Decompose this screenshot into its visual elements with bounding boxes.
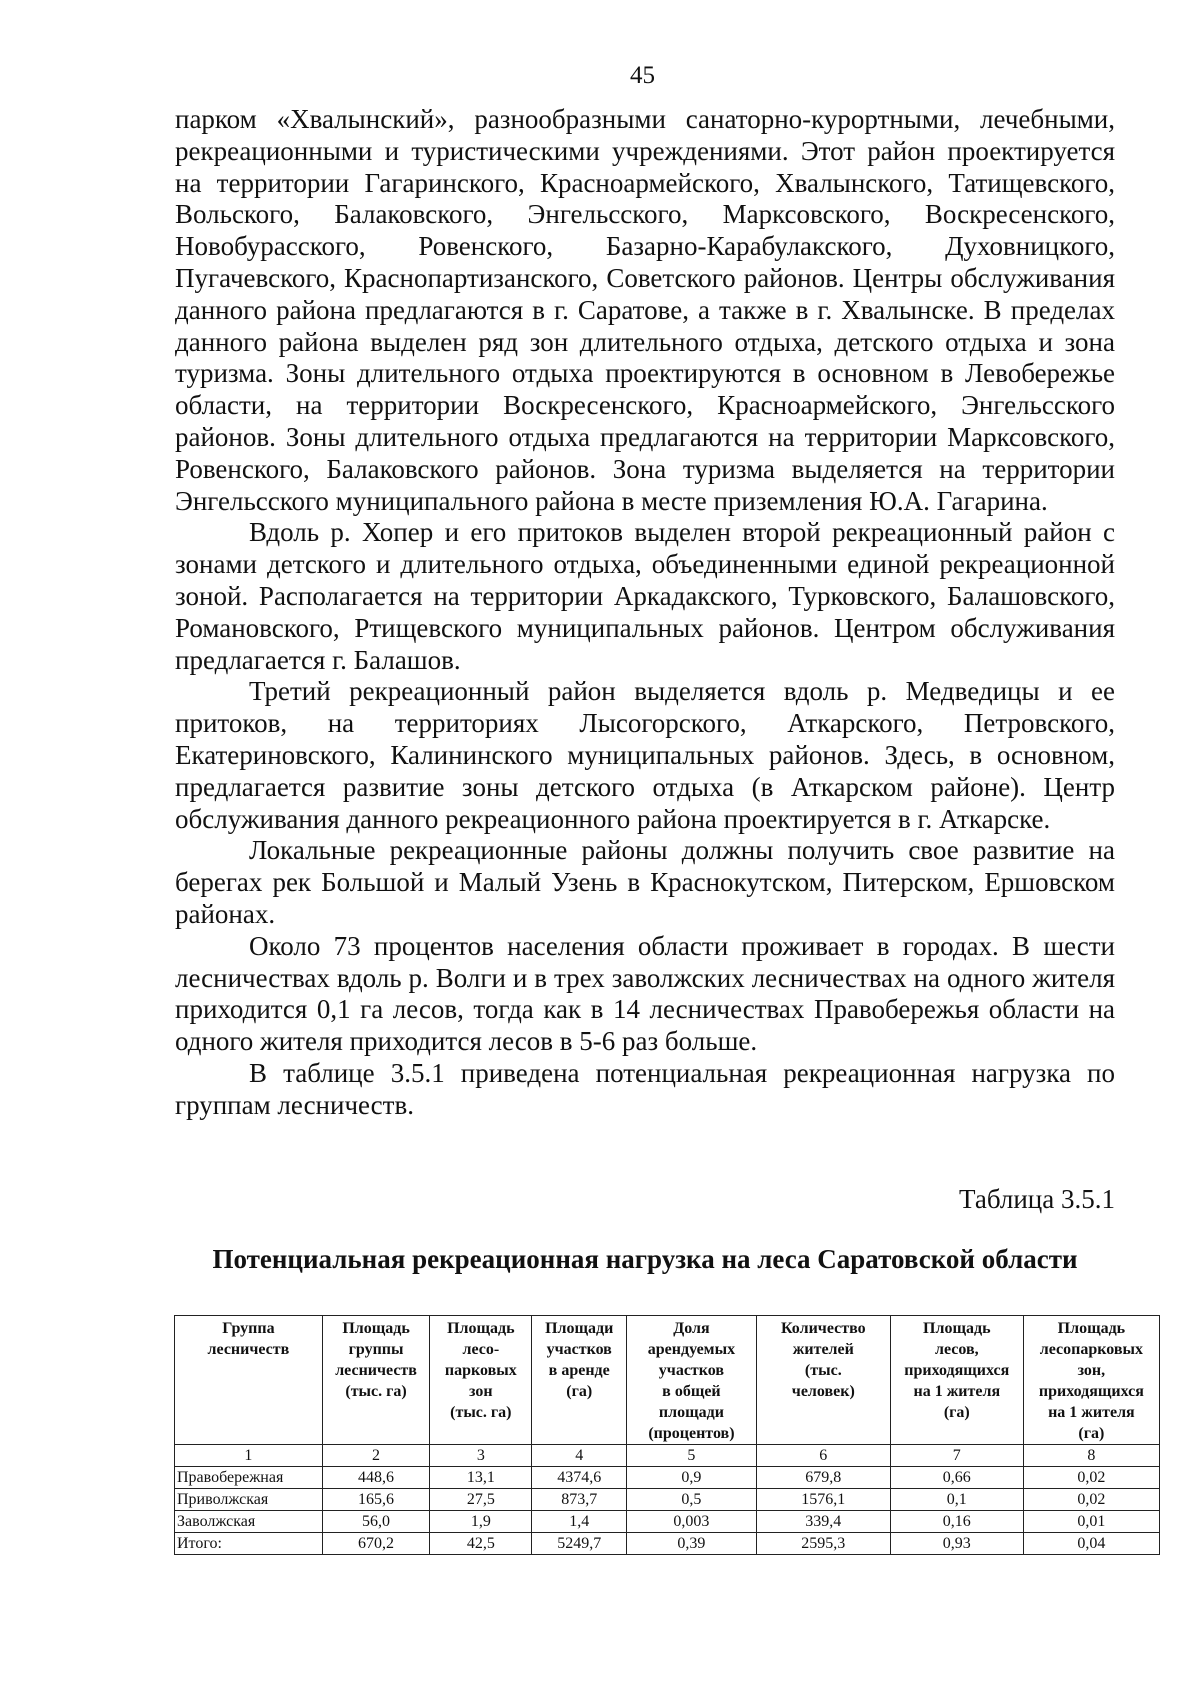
table-cell: 6 [756,1445,890,1467]
table-cell: 165,6 [322,1489,429,1511]
paragraph-4: Локальные рекреационные районы должны получить свое развитие на берегах рек Большой и Малый Узень в Краснокутском, Питерском, Ершовском районах. [175,835,1115,929]
header-line: Площадь [447,1320,515,1337]
table-cell: Приволжская [175,1489,323,1511]
table-cell: 4374,6 [532,1467,627,1489]
header-cell [627,1316,757,1445]
paragraph-2: Вдоль р. Хопер и его притоков выделен второй рекреационный район с зонами детского и длительного отдыха, объединенными единой рекреационной зоной. Располагается на территории Аркадакского, Турковского, Балашовского, Романовского, Ртищевского муниципальных районов. Центром обслуживания предлагается г. Балашов. [175,517,1115,675]
header-cell [322,1316,429,1445]
header-line: (тыс. га) [345,1383,407,1400]
table-cell: 679,8 [756,1467,890,1489]
table-label: Таблица 3.5.1 [959,1184,1115,1214]
header-line: на 1 жителя [913,1383,1001,1400]
table-header-row [175,1316,1160,1445]
page-number: 45 [630,62,655,89]
table-row [175,1489,1160,1511]
header-line: Площадь [923,1320,991,1337]
table-cell: 0,01 [1023,1511,1159,1533]
table-cell: 0,93 [890,1533,1023,1555]
table-cell: 0,5 [627,1489,757,1511]
header-line: приходящихся [1038,1383,1144,1400]
table-cell: 3 [430,1445,532,1467]
header-line: группы [348,1341,404,1358]
table-cell: 0,02 [1023,1467,1159,1489]
recreation-load-table [174,1315,1160,1555]
table-total-row [175,1533,1160,1555]
header-line: участков [546,1341,612,1358]
table-cell: 0,003 [627,1511,757,1533]
header-line: жителей [792,1341,854,1358]
header-line: (процентов) [648,1425,735,1442]
paragraph-6: В таблице 3.5.1 приведена потенциальная рекреационная нагрузка по группам лесничеств. [175,1057,1115,1120]
table-cell: 42,5 [430,1533,532,1555]
table-cell: 0,9 [627,1467,757,1489]
header-line: зон [469,1383,493,1400]
header-line: Площади [545,1320,614,1337]
table-cell: 0,39 [627,1533,757,1555]
header-line: парковых [444,1362,517,1379]
table-cell: 0,66 [890,1467,1023,1489]
table-cell: 339,4 [756,1511,890,1533]
header-line: лесничеств [207,1341,290,1358]
header-line: Группа [222,1320,275,1337]
table-cell: 2 [322,1445,429,1467]
paragraph-3: Третий рекреационный район выделяется вдоль р. Медведицы и ее притоков, на территориях Лысогорского, Аткарского, Петровского, Екатериновского, Калининского муниципальных районов. Здесь, в основном, предлагается развитие зоны детского отдыха (в Аткарском районе). Центр обслуживания данного рекреационного района проектируется в г. Аткарске. [175,676,1115,834]
header-cell [532,1316,627,1445]
table-cell: Правобережная [175,1467,323,1489]
table-cell: 56,0 [322,1511,429,1533]
header-line: лесов, [934,1341,979,1358]
table-cell: Заволжская [175,1511,323,1533]
header-cell [175,1316,323,1445]
header-line: Площадь [342,1320,410,1337]
paragraph-5: Около 73 процентов населения области проживает в городах. В шести лесничествах вдоль р. Волги и в трех заволжских лесничествах на одного жителя приходится 0,1 га лесов, тогда как в 14 лесничествах Правобережья области на одного жителя приходится лесов в 5-6 раз больше. [175,930,1115,1057]
table-cell: Итого: [175,1533,323,1555]
header-line: лесо- [462,1341,500,1358]
table-cell: 0,1 [890,1489,1023,1511]
table-cell: 7 [890,1445,1023,1467]
table-cell: 448,6 [322,1467,429,1489]
header-line: (га) [566,1383,593,1400]
header-line: на 1 жителя [1048,1404,1135,1421]
header-cell [890,1316,1023,1445]
header-line: Количество [781,1320,866,1337]
header-line: зон, [1077,1362,1106,1379]
table-cell: 1,4 [532,1511,627,1533]
table-cell: 0,04 [1023,1533,1159,1555]
table-cell: 0,02 [1023,1489,1159,1511]
table-cell: 1 [175,1445,323,1467]
header-line: человек) [791,1383,855,1400]
header-line: в аренде [548,1362,610,1379]
table-cell: 4 [532,1445,627,1467]
table-title: Потенциальная рекреационная нагрузка на леса Саратовской области [212,1244,1078,1274]
header-line: арендуемых [647,1341,736,1358]
table-cell: 2595,3 [756,1533,890,1555]
header-line: (га) [1078,1425,1105,1442]
header-line: в общей [662,1383,721,1400]
header-line: лесопарковых [1039,1341,1143,1358]
header-line: (тыс. [804,1362,842,1379]
header-cell [756,1316,890,1445]
table-row [175,1511,1160,1533]
table-cell: 5 [627,1445,757,1467]
header-cell [1023,1316,1159,1445]
table-cell: 5249,7 [532,1533,627,1555]
table-cell: 1,9 [430,1511,532,1533]
table-cell: 1576,1 [756,1489,890,1511]
body-text [175,104,1115,1122]
header-line: площади [658,1404,724,1421]
header-line: (га) [943,1404,970,1421]
table-cell: 8 [1023,1445,1159,1467]
table-cell: 873,7 [532,1489,627,1511]
header-line: (тыс. га) [450,1404,512,1421]
table-cell: 0,16 [890,1511,1023,1533]
table-cell: 670,2 [322,1533,429,1555]
header-line: Доля [673,1320,710,1337]
table-cell: 13,1 [430,1467,532,1489]
header-cell [430,1316,532,1445]
paragraph-1: парком «Хвалынский», разнообразными санаторно-курортными, лечебными, рекреационными и туристическими учреждениями. Этот район проектируется на территории Гагаринского, Красноармейского, Хвалынского, Татищевского, Вольского, Балаковского, Энгельсского, Марксовского, Воскресенского, Новобурасского, Ровенского, Базарно-Карабулакского, Духовницкого, Пугачевского, Краснопартизанского, Советского районов. Центры обслуживания данного района предлагаются в г. Саратове, а также в г. Хвалынске. В пределах данного района выделен ряд зон длительного отдыха, детского отдыха и зона туризма. Зоны длительного отдыха проектируются в основном в Левобережье области, на территории Воскресенского, Красноармейского, Энгельсского районов. Зоны длительного отдыха предлагаются на территории Марксовского, Ровенского, Балаковского районов. Зона туризма выделяется на территории Энгельсского муниципального района в месте приземления Ю.А. Гагарина. [175,104,1115,516]
header-line: участков [658,1362,725,1379]
header-line: Площадь [1057,1320,1126,1337]
table-row [175,1467,1160,1489]
header-line: приходящихся [904,1362,1010,1379]
table-cell: 27,5 [430,1489,532,1511]
column-number-row [175,1445,1160,1467]
header-line: лесничеств [335,1362,417,1379]
